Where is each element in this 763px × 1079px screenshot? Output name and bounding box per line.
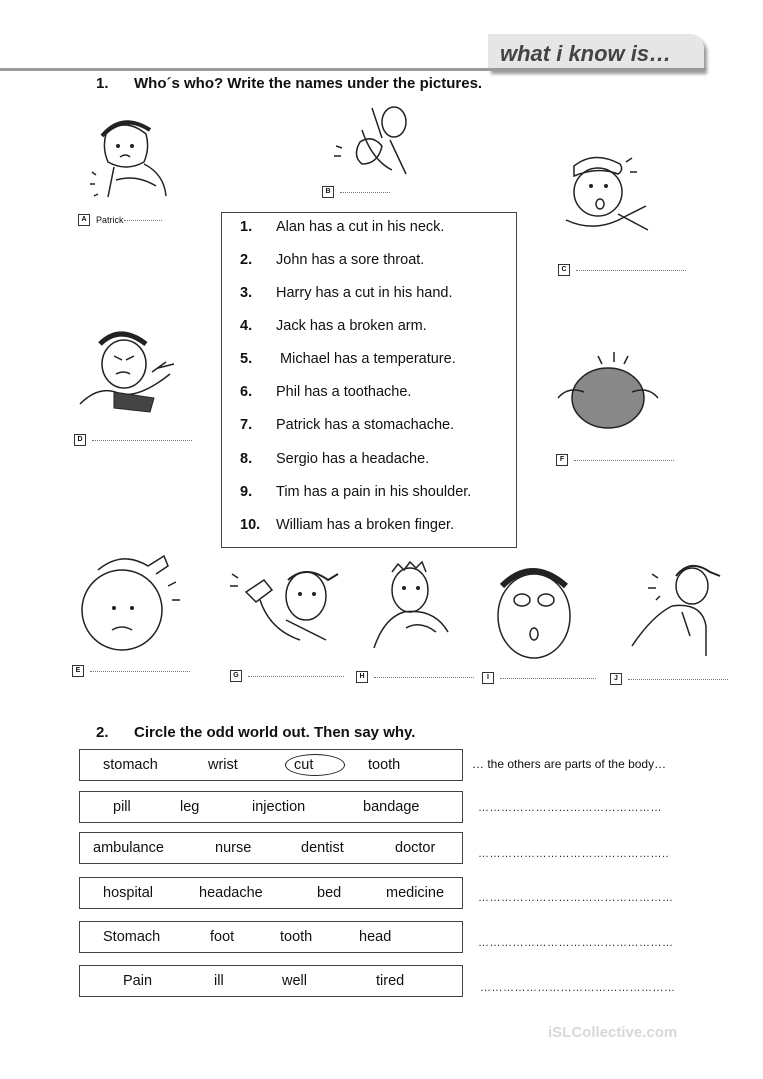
answer-line[interactable] [92,440,192,441]
odd-word-reason[interactable]: … the others are parts of the body… [472,757,667,771]
picture-d-label [74,434,192,446]
picture-i-temperature [492,556,582,666]
picture-j-shoulder-pain [612,556,727,661]
word-option[interactable]: bandage [363,799,420,815]
word-option[interactable]: well [282,973,307,989]
picture-d-sore-throat [74,322,189,427]
picture-g-broken-finger [226,562,344,657]
list-item: 7. Patrick has a stomachache. [240,417,455,433]
word-option[interactable]: ambulance [93,840,164,856]
word-option[interactable]: pill [113,799,131,815]
answer-line[interactable] [500,678,596,679]
list-item: 5. Michael has a temperature. [240,351,456,367]
word-option[interactable]: Stomach [103,929,161,945]
letter-badge: I [482,672,494,684]
word-option[interactable]: hospital [103,885,153,901]
odd-word-row [79,832,463,864]
word-option[interactable]: doctor [395,840,436,856]
picture-b-broken-arm [332,100,417,180]
odd-word-row [79,921,463,953]
list-item: 6. Phil has a toothache. [240,384,412,400]
odd-word-row [79,749,463,781]
page-title: what i know is… [500,41,672,66]
word-option[interactable]: leg [180,799,200,815]
answer-line[interactable] [90,671,190,672]
answer-line[interactable] [340,192,390,193]
picture-c-label [558,264,686,276]
answer-field[interactable]: Patrick [96,215,124,225]
list-item: 4. Jack has a broken arm. [240,318,427,334]
odd-word-reason[interactable]: …………………………………………… [480,982,676,994]
word-option[interactable]: tooth [368,757,401,773]
letter-badge: E [72,665,84,677]
word-option[interactable]: wrist [208,757,238,773]
odd-word-row [79,965,463,997]
word-option[interactable]: cut [294,757,314,773]
odd-word-row [79,791,463,823]
answer-line[interactable] [248,676,344,677]
answer-line [124,220,162,221]
watermark: iSLCollective.com [548,1024,678,1041]
letter-badge: J [610,673,622,685]
word-option[interactable]: Pain [123,973,153,989]
picture-e-label [72,665,190,677]
picture-e-headache [78,548,188,658]
odd-word-reason[interactable]: …………………………………………… [478,937,674,949]
picture-f-toothache [552,348,672,438]
picture-c-cut-neck [556,148,666,248]
letter-badge: A [78,214,90,226]
picture-j-label [610,673,728,685]
section1-title: Who´s who? Write the names under the pictures. [134,75,483,92]
answer-line[interactable] [374,677,474,678]
word-option[interactable]: stomach [103,757,158,773]
picture-g-label [230,670,344,682]
picture-h-label [356,671,474,683]
section2-number: 2. [96,724,109,741]
letter-badge: B [322,186,334,198]
picture-h-cut-hand [366,558,466,658]
picture-i-label [482,672,596,684]
picture-f-label [556,454,674,466]
word-option[interactable]: dentist [301,840,344,856]
letter-badge: C [558,264,570,276]
letter-badge: D [74,434,86,446]
letter-badge: H [356,671,368,683]
word-option[interactable]: headache [199,885,263,901]
list-item: 2. John has a sore throat. [240,252,425,268]
word-option[interactable]: medicine [386,885,445,901]
answer-line[interactable] [576,270,686,271]
list-item: 9. Tim has a pain in his shoulder. [240,484,472,500]
word-option[interactable]: tooth [280,929,313,945]
letter-badge: F [556,454,568,466]
header-rule [0,68,706,71]
list-item: 3. Harry has a cut in his hand. [240,285,453,301]
picture-a-label [78,214,162,226]
section2-title: Circle the odd world out. Then say why. [134,724,416,741]
odd-word-row [79,877,463,909]
picture-b-label [322,186,390,198]
word-option[interactable]: nurse [215,840,252,856]
odd-word-reason[interactable]: ………………………………………… [478,802,662,814]
word-option[interactable]: tired [376,973,405,989]
list-item: 1. Alan has a cut in his neck. [240,219,445,235]
word-option[interactable]: foot [210,929,235,945]
answer-line[interactable] [628,679,728,680]
odd-word-reason[interactable]: …………………………………………… [478,892,674,904]
word-option[interactable]: injection [252,799,306,815]
answer-line[interactable] [574,460,674,461]
odd-word-reason[interactable]: ………………………………………….. [478,848,670,860]
names-list-box [221,212,517,548]
list-item: 8. Sergio has a headache. [240,451,430,467]
letter-badge: G [230,670,242,682]
word-option[interactable]: ill [214,973,224,989]
section1-number: 1. [96,75,109,92]
word-option[interactable]: bed [317,885,342,901]
picture-a-stomachache [86,112,181,207]
word-option[interactable]: head [359,929,392,945]
list-item: 10. William has a broken finger. [240,517,455,533]
